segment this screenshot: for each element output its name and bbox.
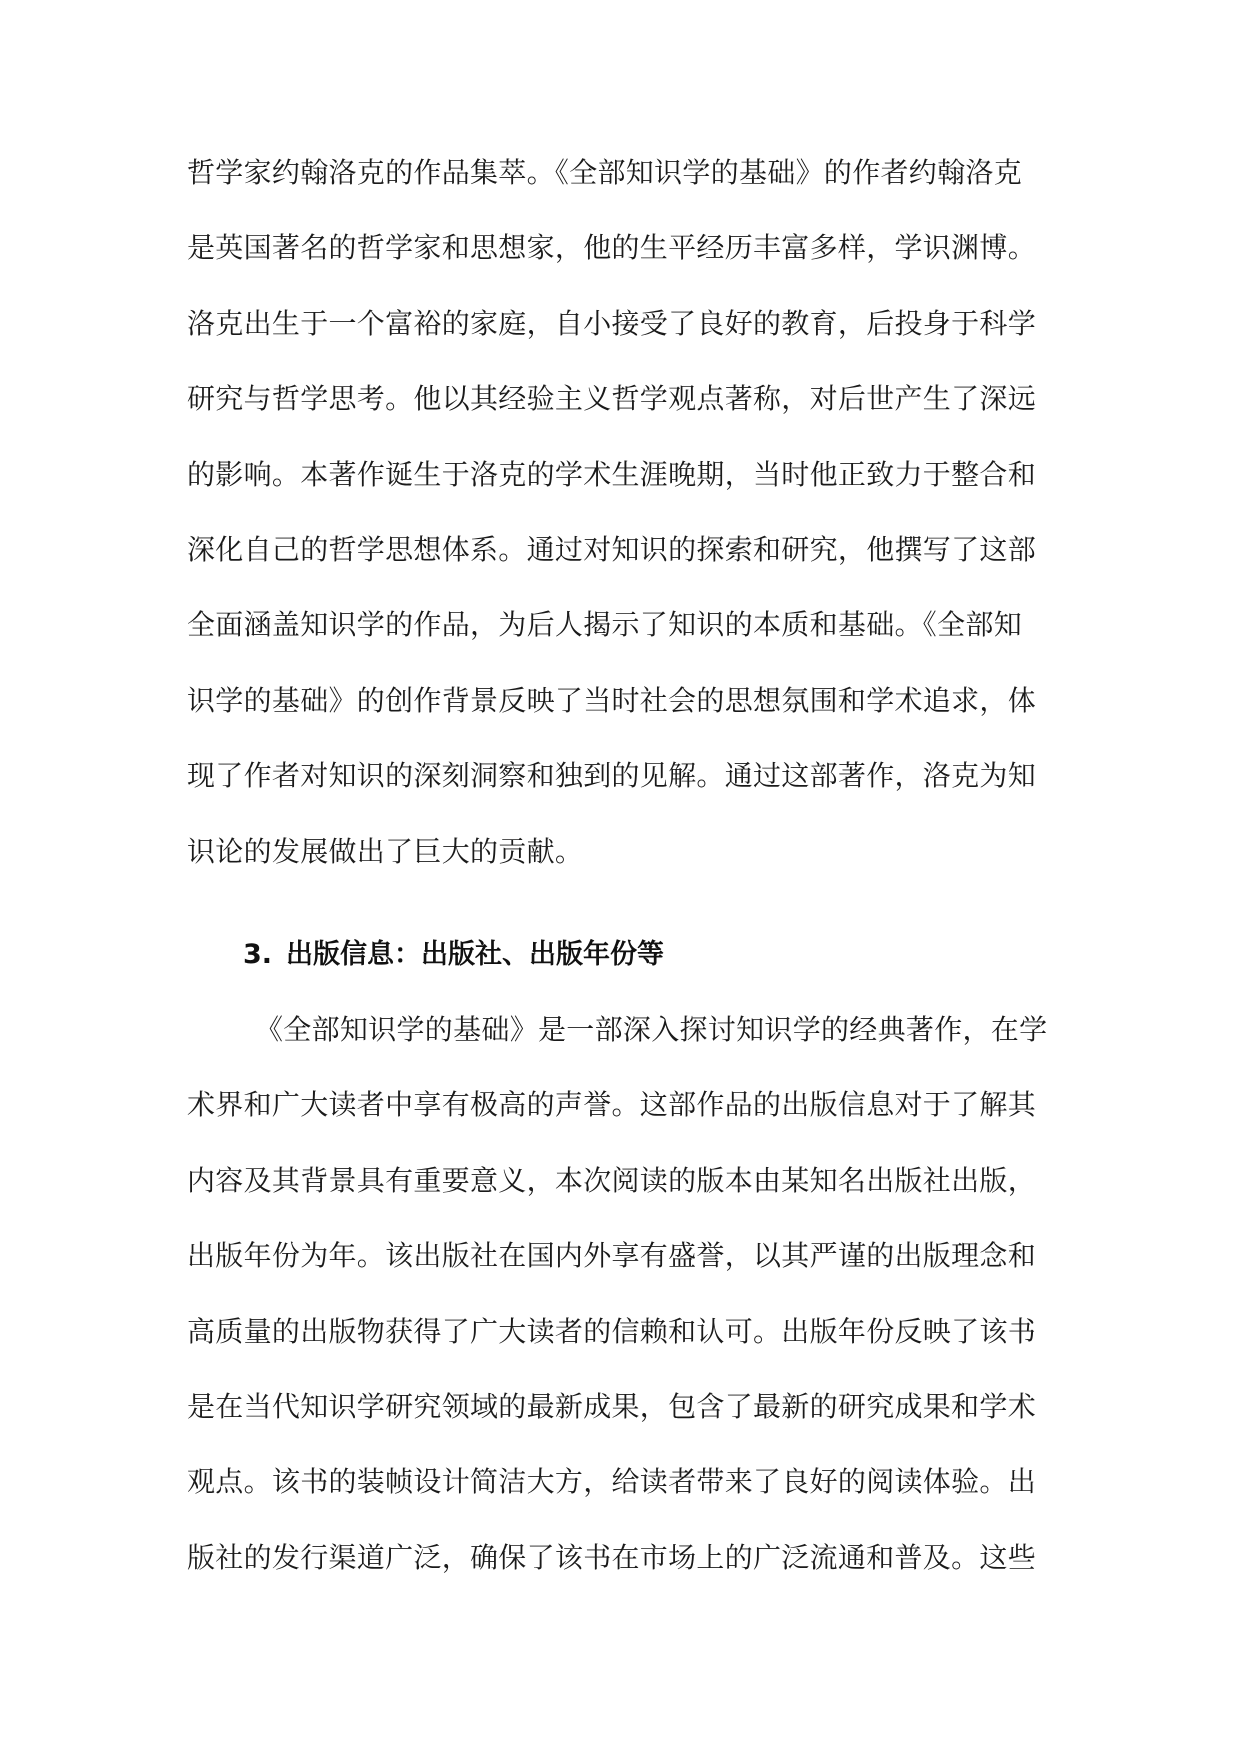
text-line: 的影响。本著作诞生于洛克的学术生涯晚期，当时他正致力于整合和 [187, 457, 1037, 491]
text-line: 高质量的出版物获得了广大读者的信赖和认可。出版年份反映了该书 [187, 1314, 1037, 1348]
text-line: 全面涵盖知识学的作品，为后人揭示了知识的本质和基础。《全部知 [187, 608, 1023, 642]
text-line: 哲学家约翰洛克的作品集萃。《全部知识学的基础》的作者约翰洛克 [187, 156, 1023, 189]
text-line: 术界和广大读者中享有极高的声誉。这部作品的出版信息对于了解其 [187, 1088, 1037, 1122]
text-line: 洛克出生于一个富裕的家庭，自小接受了良好的教育，后投身于科学 [187, 306, 1037, 340]
text-line: 研究与哲学思考。他以其经验主义哲学观点著称，对后世产生了深远 [187, 382, 1037, 416]
text-line: 出版年份为年。该出版社在国内外享有盛誉，以其严谨的出版理念和 [187, 1239, 1037, 1273]
text-line: 是英国著名的哲学家和思想家，他的生平经历丰富多样，学识渊博。 [187, 231, 1037, 265]
text-line: 深化自己的哲学思想体系。通过对知识的探索和研究，他撰写了这部 [187, 532, 1037, 566]
text-line: 是在当代知识学研究领域的最新成果，包含了最新的研究成果和学术 [187, 1389, 1037, 1423]
paragraph-publication-info [187, 992, 1057, 1595]
text-line: 《全部知识学的基础》是一部深入探讨知识学的经典著作，在学 [255, 1013, 1048, 1046]
text-line: 版社的发行渠道广泛，确保了该书在市场上的广泛流通和普及。这些 [187, 1540, 1037, 1574]
text-line: 识学的基础》的创作背景反映了当时社会的思想氛围和学术追求，体 [187, 683, 1037, 717]
text-line: 内容及其背景具有重要意义，本次阅读的版本由某知名出版社出版， [187, 1163, 1037, 1197]
text-line: 观点。该书的装帧设计简洁大方，给读者带来了良好的阅读体验。出 [187, 1465, 1037, 1499]
section-heading [243, 931, 664, 979]
section-number: 3. [243, 939, 273, 970]
text-line: 识论的发展做出了巨大的贡献。 [187, 834, 584, 868]
paragraph-author-background [187, 135, 1057, 889]
section-title: 出版信息：出版社、出版年份等 [286, 939, 665, 970]
text-line: 现了作者对知识的深刻洞察和独到的见解。通过这部著作，洛克为知 [187, 759, 1037, 793]
